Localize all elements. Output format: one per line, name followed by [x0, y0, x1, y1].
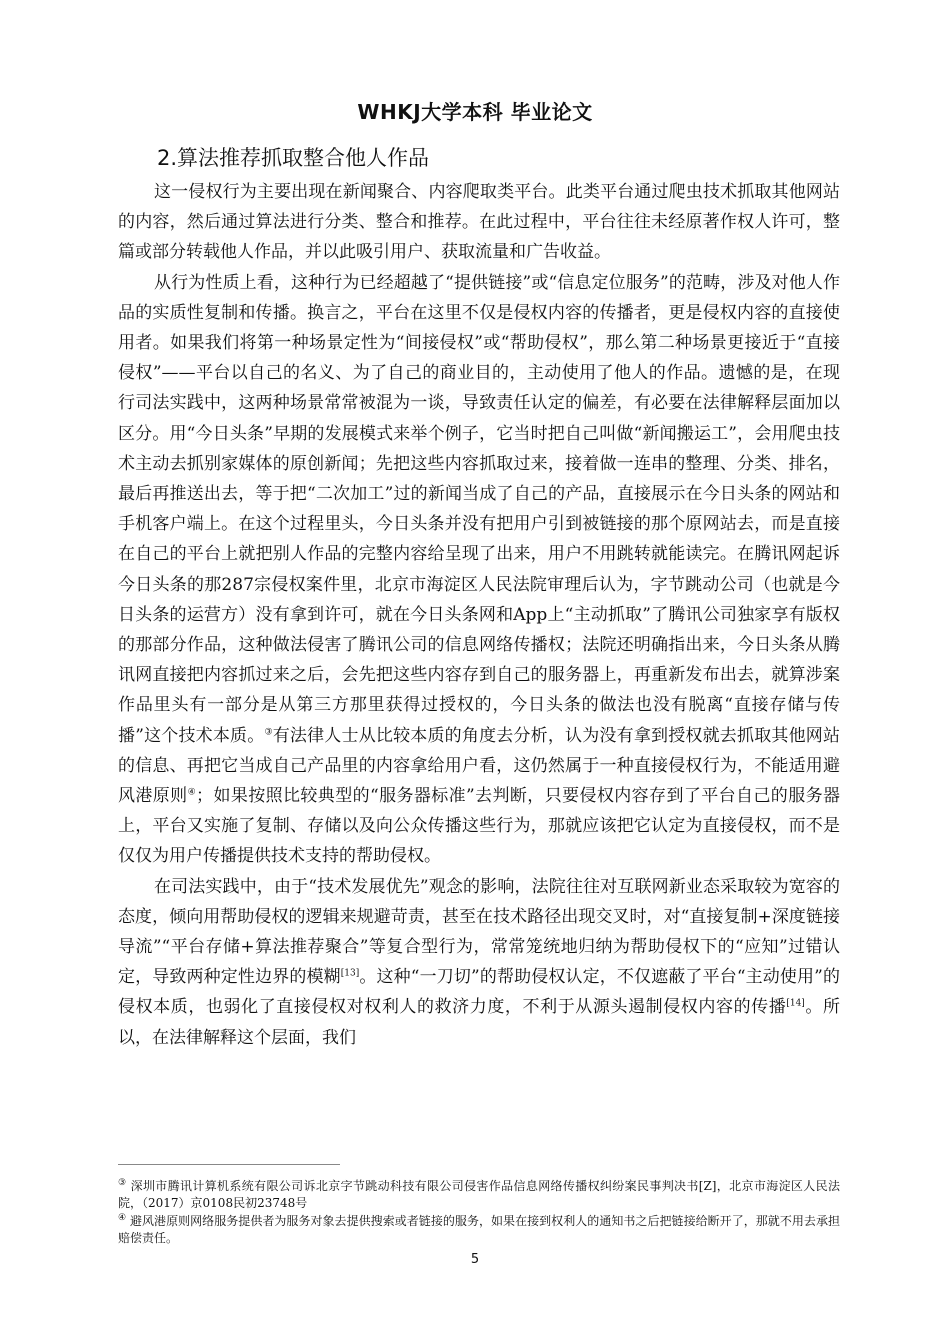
footnote-text: 避风港原则网络服务提供者为服务对象去提供搜索或者链接的服务，如果在接到权利人的通知书之后把链接给断开了，那就不用去承担赔偿责任。 — [118, 1214, 840, 1245]
paragraph-3-part-2: 。这种“一刀切”的帮助侵权认定，不仅遮蔽了平台“主动使用”的侵权本质，也弱化了直接侵权对权利人的救济力度，不利于从源头遏制侵权内容的传播 — [118, 967, 841, 1018]
paragraph-3 — [118, 872, 840, 1053]
footnote-divider — [118, 1164, 340, 1165]
footnote-4 — [118, 1213, 840, 1247]
footnote-marker: ④ — [118, 1213, 127, 1223]
paragraph-2-part-2: 有法律人士从比较本质的角度去分析，认为没有拿到授权就去抓取其他网站的信息、再把它当成自己产品里的内容拿给用户看，这仍然属于一种直接侵权行为，不能适用避风港原则 — [118, 725, 840, 807]
paragraph-3-part-1: 在司法实践中，由于“技术发展优先”观念的影响，法院往往对互联网新业态采取较为宽容的态度，倾向用帮助侵权的逻辑来规避苛责，甚至在技术路径出现交叉时，对“直接复制+深度链接导流”“平台存储+算法推荐聚合”等复合型行为，常常笼统地归纳为帮助侵权下的“应知”过错认定，导致两种定性边界的模糊 — [118, 876, 840, 988]
paragraph-1: 这一侵权行为主要出现在新闻聚合、内容爬取类平台。此类平台通过爬虫技术抓取其他网站的内容，然后通过算法进行分类、整合和推荐。在此过程中，平台往往未经原著作权人许可，整篇或部分转载他人作品，并以此吸引用户、获取流量和广告收益。 — [118, 182, 840, 263]
footnote-text: 深圳市腾讯计算机系统有限公司诉北京字节跳动科技有限公司侵害作品信息网络传播权纠纷案民事判决书[Z]，北京市海淀区人民法院，（2017）京0108民初23748号 — [118, 1179, 840, 1210]
body-text — [118, 177, 840, 1053]
citation-14[interactable]: [14] — [786, 998, 805, 1009]
paragraph-2-part-1: 从行为性质上看，这种行为已经超越了“提供链接”或“信息定位服务”的范畴，涉及对他人作品的实质性复制和传播。换言之，平台在这里不仅是侵权内容的传播者，更是侵权内容的直接使用者。如果我们将第一种场景定性为“间接侵权”或“帮助侵权”，那么第二种场景更接近于“直接侵权”——平台以自己的名义、为了自己的商业目的，主动使用了他人的作品。遗憾的是，在现行司法实践中，这两种场景常常被混为一谈，导致责任认定的偏差，有必要在法律解释层面加以区分。用“今日头条”早期的发展模式来举个例子，它当时把自己叫做“新闻搬运工”，会用爬虫技术主动去抓别家媒体的原创新闻；先把这些内容抓取过来，接着做一连串的整理、分类、排名，最后再推送出去，等于把“二次加工”过的新闻当成了自己的产品，直接展示在今日头条的网站和手机客户端上。在这个过程里头，今日头条并没有把用户引到被链接的那个原网站去，而是直接在自己的平台上就把别人作品的完整内容给呈现了出来，用户不用跳转就能读完。在腾讯网起诉今日头条的那287宗侵权案件里，北京市海淀区人民法院审理后认为，字节跳动公司（也就是今日头条的运营方）没有拿到许可，就在今日头条网和App上“主动抓取”了腾讯公司独家享有版权的那部分作品，这种做法侵害了腾讯公司的信息网络传播权；法院还明确指出来，今日头条从腾讯网直接把内容抓过来之后，会先把这些内容存到自己的服务器上，再重新发布出去，就算涉案作品里头有一部分是从第三方那里获得过授权的，今日头条的做法也没有脱离“直接存储与传播”这个技术本质。 — [118, 272, 840, 746]
running-header: WHKJ大学本科 毕业论文 — [357, 100, 593, 124]
page-number: 5 — [470, 1252, 480, 1267]
footnote-ref-4[interactable]: ④ — [187, 787, 197, 798]
footnotes — [118, 1178, 840, 1248]
footnote-marker: ③ — [118, 1178, 127, 1188]
paragraph-3-part-3: 。所以，在法律解释这个层面，我们 — [118, 997, 841, 1048]
footnote-ref-3[interactable]: ③ — [264, 727, 273, 737]
citation-13[interactable]: [13] — [340, 968, 360, 979]
footnote-3 — [118, 1178, 840, 1212]
paragraph-2-part-3: ；如果按照比较典型的“服务器标准”去判断，只要侵权内容存到了平台自己的服务器上，平台又实施了复制、存储以及向公众传播这些行为，那就应该把它认定为直接侵权，而不是仅仅为用户传播提供技术支持的帮助侵权。 — [118, 786, 840, 867]
paragraph-2 — [118, 268, 840, 872]
section-heading: 2.算法推荐抓取整合他人作品 — [157, 146, 430, 170]
